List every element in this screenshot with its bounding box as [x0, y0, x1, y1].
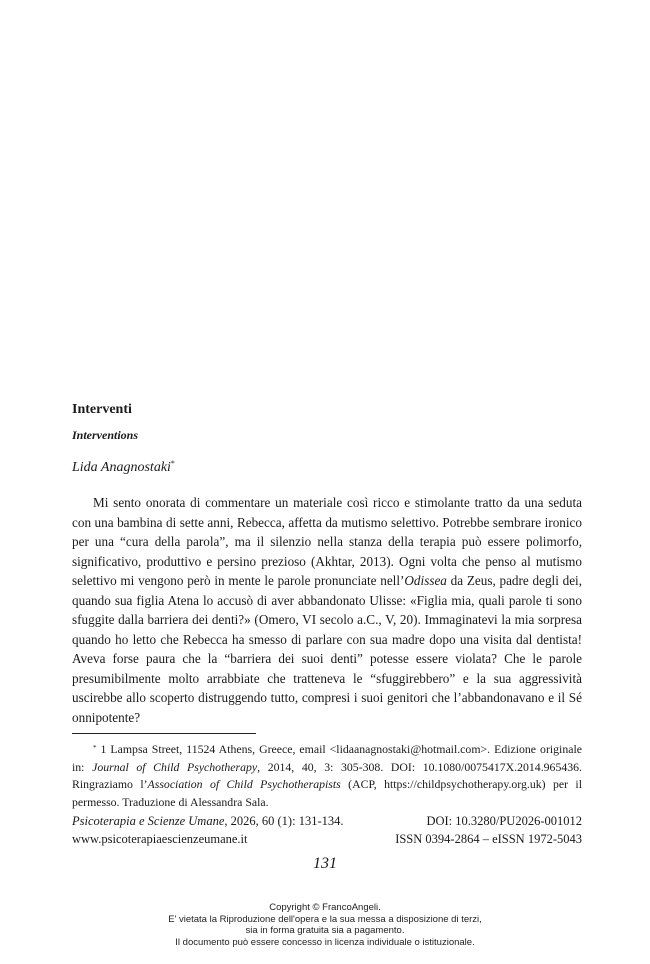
author-footnote-marker: *	[170, 459, 175, 468]
section-title: Interventi	[72, 402, 132, 417]
journal-issn: ISSN 0394-2864 – eISSN 1972-5043	[395, 832, 582, 846]
body-text-part: Mi sento onorata di commentare un materiale così ricco e stimolante tratto da una seduta con una bambina di sette anni, Rebecca, affetta da mutismo selettivo. Potrebbe sembrare ironico per una “cura della parola”, ma il silenzio nella stanza della terapia può essere polimorfo, significativo, produttivo e persino prezioso (Akhtar, 2013). Ogni volta che penso al mutismo selettivo mi vengono però in mente le parole pronunciate nell’	[72, 495, 582, 588]
journal-citation-line	[72, 814, 582, 829]
footnote-marker: *	[93, 744, 97, 752]
page-number: 131	[313, 855, 337, 872]
author-name-text: Lida Anagnostaki	[72, 460, 171, 475]
footnote-association-name: Association of Child Psychotherapists	[147, 777, 341, 791]
section-subtitle: Interventions	[72, 428, 139, 442]
journal-doi: DOI: 10.3280/PU2026-001012	[426, 814, 582, 828]
footnote-divider	[72, 733, 256, 734]
body-text-italic: Odissea	[404, 573, 447, 588]
journal-citation	[72, 814, 343, 829]
journal-website-line	[72, 832, 582, 847]
body-paragraph	[72, 493, 582, 727]
copyright-notice	[0, 902, 650, 949]
copyright-line: Il documento può essere concesso in licenza individuale o istituzionale.	[175, 937, 475, 949]
copyright-line: sia in forma gratuita sia a pagamento.	[245, 925, 405, 937]
footnote-text-part: , 2014, 40, 3: 305-308. DOI: 10.1080/0075417X.2014.965436. Ringraziamo l’	[72, 759, 582, 791]
footnote-text-part: 1 Lampsa Street, 11524 Athens, Greece, email <lidaanagnostaki@hotmail.com>. Edizione originale in:	[72, 742, 582, 774]
copyright-line: E' vietata la Riproduzione dell'opera e la sua messa a disposizione di terzi,	[168, 913, 482, 925]
journal-website: www.psicoterapiaescienzeumane.it	[72, 832, 248, 846]
copyright-line: Copyright © FrancoAngeli.	[269, 902, 381, 913]
author-name	[72, 460, 175, 476]
journal-title: Psicoterapia e Scienze Umane	[72, 814, 225, 828]
footnote	[72, 741, 582, 811]
journal-citation-details: , 2026, 60 (1): 131-134.	[224, 814, 344, 828]
footnote-text-part: (ACP, https://childpsychotherapy.org.uk) per il permesso. Traduzione di Alessandra Sala.	[72, 777, 582, 809]
footnote-journal-title: Journal of Child Psychotherapy	[92, 759, 258, 774]
body-text-part: da Zeus, padre degli dei, quando sua figlia Atena lo accusò di aver abbandonato Ulisse: «Figlia mia, quali parole ti sono sfuggite dalla barriera dei denti?» (Omero, VI secolo a.C., V, 20). Immaginatevi la mia sorpresa quando ho letto che Rebecca ha smesso di parlare con sua madre dopo una visita dal dentista! Aveva forse paura che la “barriera dei suoi denti” potesse essere violata? Che le parole presumibilmente molto arrabbiate che tratteneva le “sfuggirebbero” e la sua aggressività uscirebbe allo scoperto distruggendo tutto, compresi i suoi genitori che l’abbandonavano e il Sé onnipotente?	[72, 573, 583, 725]
